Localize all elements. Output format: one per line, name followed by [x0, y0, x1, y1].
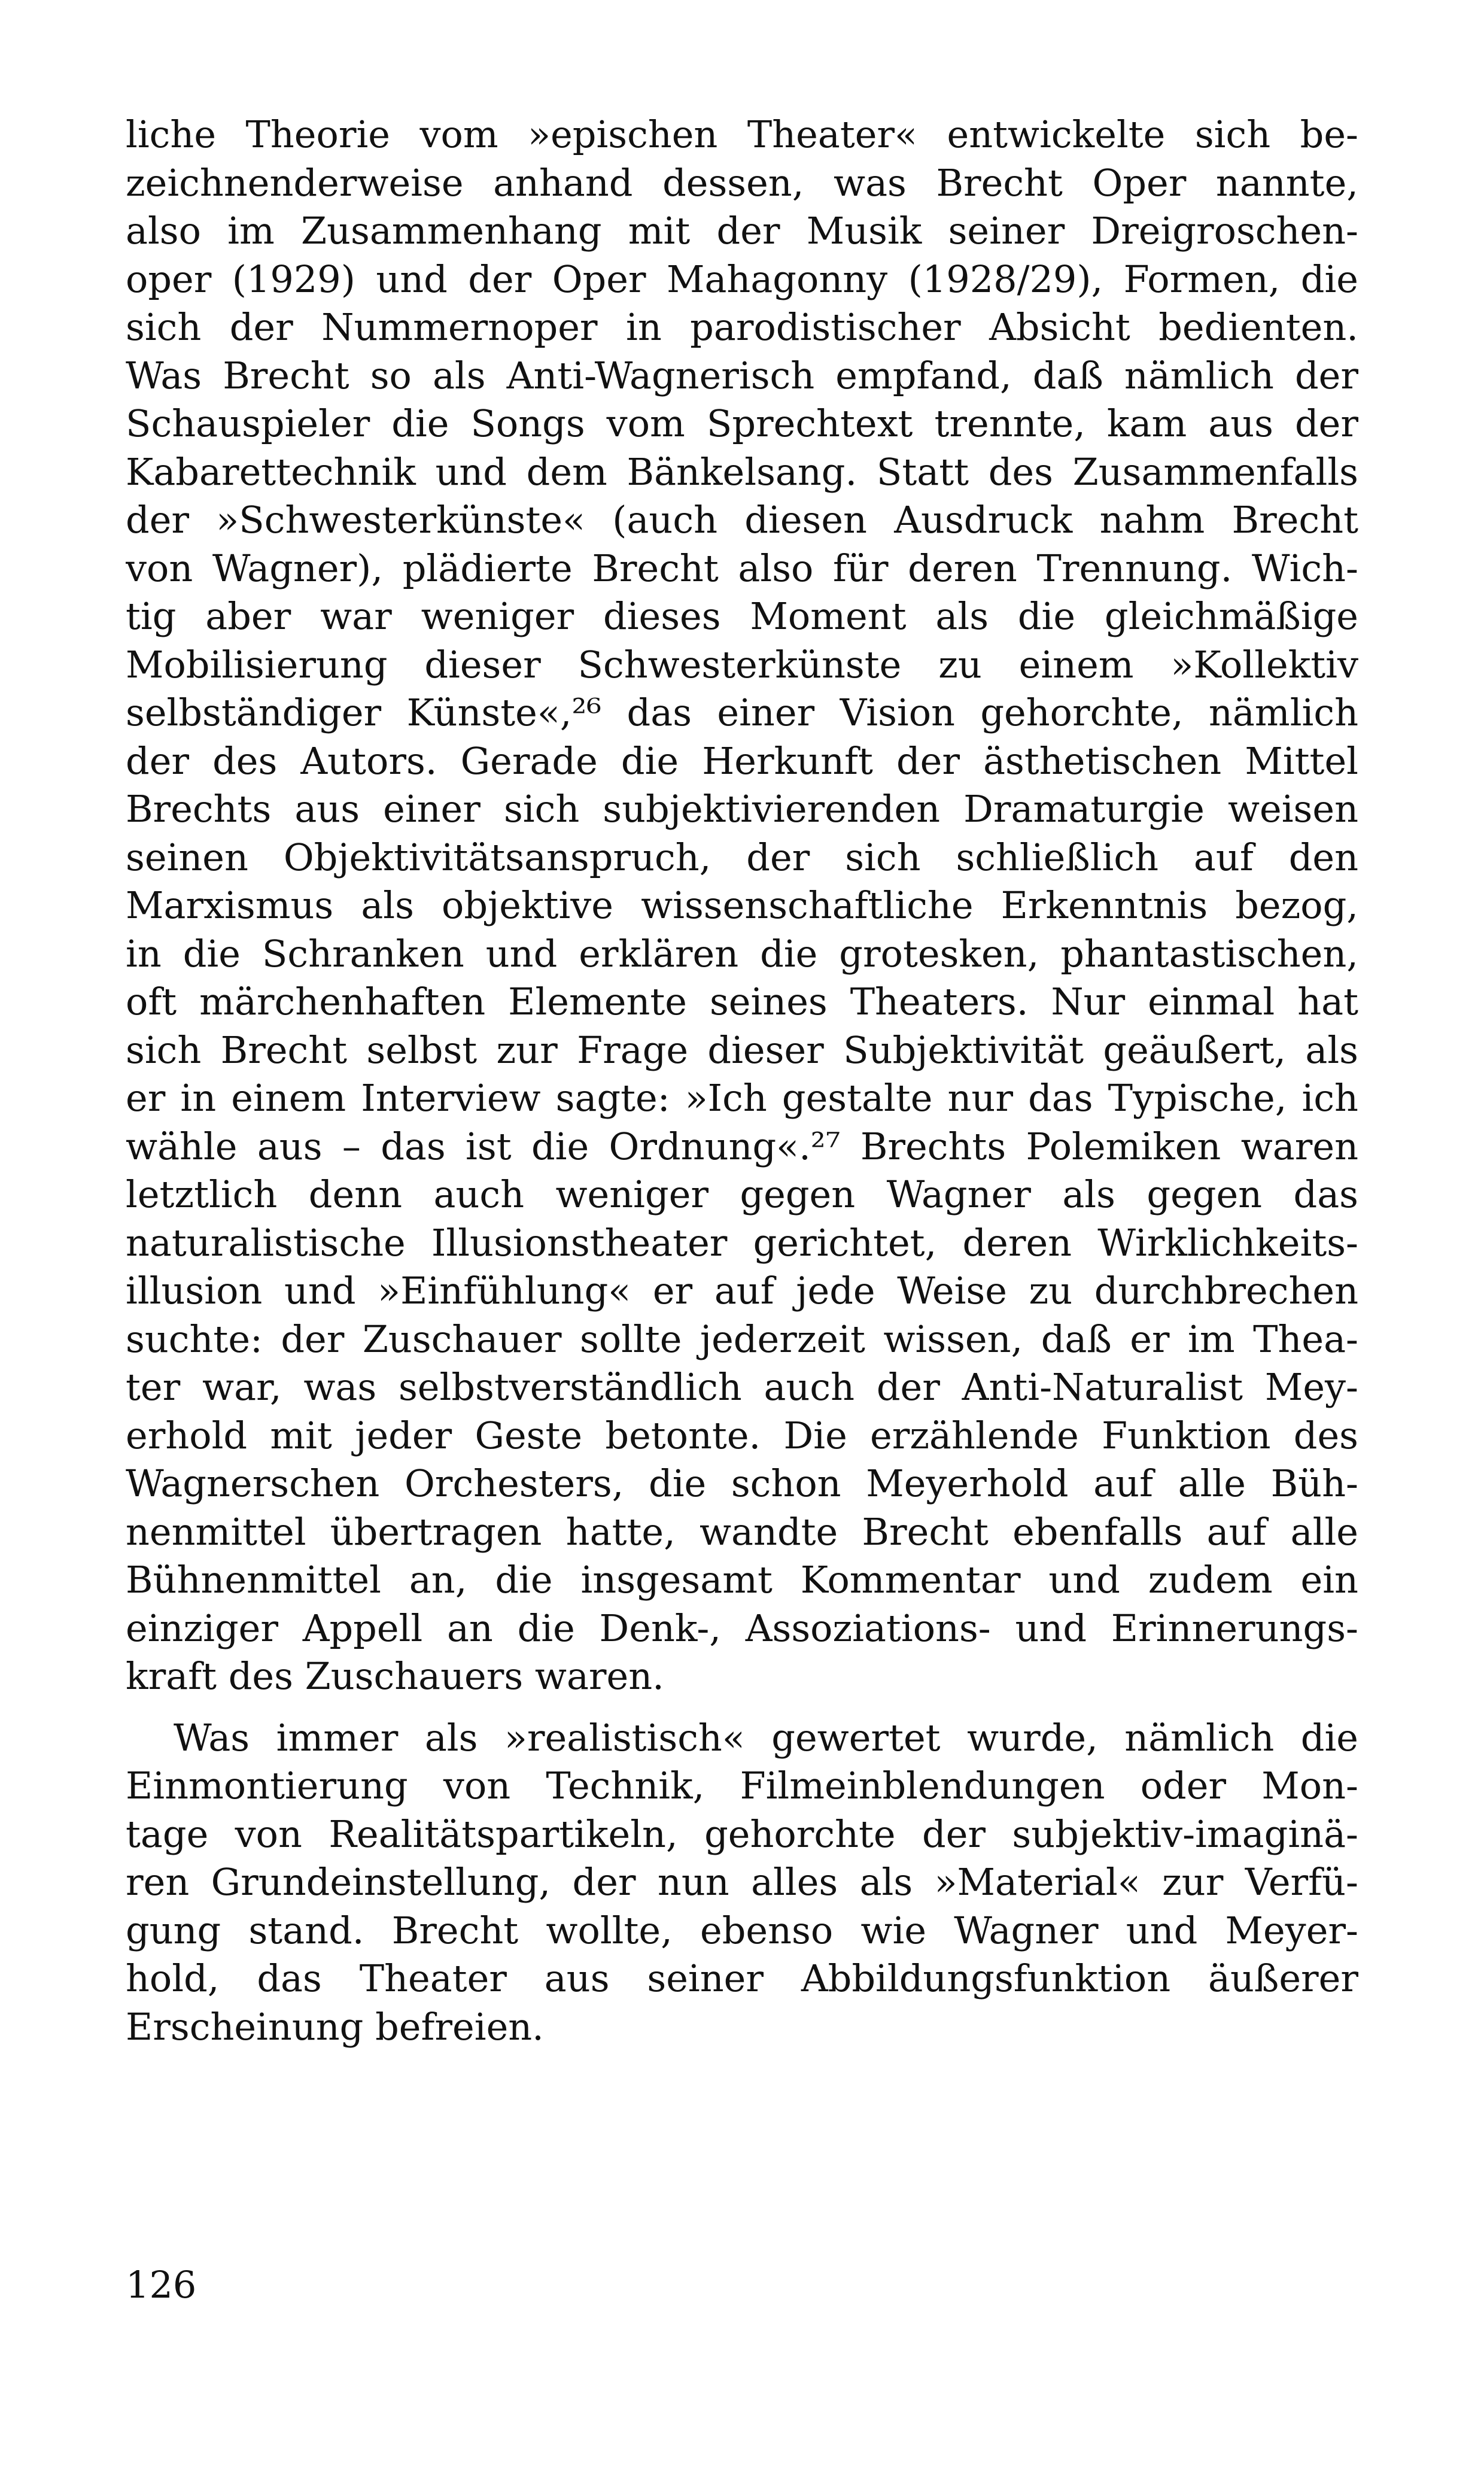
text-line: ren Grundeinstellung, der nun alles als »Material« zur Verfü-	[126, 1860, 1358, 1904]
text-line: also im Zusammenhang mit der Musik seiner Dreigroschen-	[126, 209, 1358, 253]
text-line: von Wagner), plädierte Brecht also für deren Trennung. Wich-	[126, 546, 1358, 590]
text-line: Mobilisierung dieser Schwesterkünste zu einem »Kollektiv	[126, 642, 1358, 686]
text-line: oft märchenhaften Elemente seines Theaters. Nur einmal hat	[126, 980, 1358, 1023]
text-line: Wagnerschen Orchesters, die schon Meyerhold auf alle Büh-	[126, 1462, 1358, 1505]
paragraph-gap	[126, 1701, 1358, 1714]
text-line: Kabarettechnik und dem Bänkelsang. Statt des Zusammenfalls	[126, 449, 1358, 494]
page-number: 126	[126, 2263, 197, 2307]
text-line: Schauspieler die Songs vom Sprechtext trennte, kam aus der	[126, 402, 1358, 445]
text-line: Einmontierung von Technik, Filmeinblendungen oder Mon-	[126, 1764, 1358, 1807]
text-line: seinen Objektivitätsanspruch, der sich schließlich auf den	[126, 835, 1358, 879]
text-line: tig aber war weniger dieses Moment als die gleichmäßige	[126, 594, 1358, 638]
text-line: der des Autors. Gerade die Herkunft der ästhetischen Mittel	[126, 739, 1358, 783]
text-line: liche Theorie vom »epischen Theater« entwickelte sich be-	[126, 113, 1358, 156]
text-line: ter war, was selbstverständlich auch der Anti-Naturalist Mey-	[126, 1365, 1358, 1409]
text-line: gung stand. Brecht wollte, ebenso wie Wagner und Meyer-	[126, 1908, 1358, 1952]
text-line: letztlich denn auch weniger gegen Wagner als gegen das	[126, 1172, 1358, 1216]
text-line: suchte: der Zuschauer sollte jederzeit wissen, daß er im Thea-	[126, 1317, 1358, 1361]
text-line: hold, das Theater aus seiner Abbildungsfunktion äußerer	[126, 1956, 1358, 2000]
text-line: Brechts aus einer sich subjektivierenden Dramaturgie weisen	[126, 787, 1358, 831]
text-line: erhold mit jeder Geste betonte. Die erzählende Funktion des	[126, 1413, 1358, 1457]
text-line: wähle aus – das ist die Ordnung«.²⁷ Brechts Polemiken waren	[126, 1124, 1358, 1168]
text-line: kraft des Zuschauers waren.	[126, 1654, 664, 1698]
text-line: der »Schwesterkünste« (auch diesen Ausdruck nahm Brecht	[126, 498, 1358, 542]
text-line: Marxismus als objektive wissenschaftliche Erkenntnis bezog,	[126, 883, 1358, 927]
text-line: sich Brecht selbst zur Frage dieser Subjektivität geäußert, als	[126, 1028, 1358, 1072]
text-line: Was immer als »realistisch« gewertet wurde, nämlich die	[174, 1715, 1358, 1760]
text-line: tage von Realitätspartikeln, gehorchte der subjektiv-imaginä-	[126, 1812, 1358, 1856]
text-line: Erscheinung befreien.	[126, 2004, 544, 2049]
body-text	[126, 111, 1358, 2051]
text-line: er in einem Interview sagte: »Ich gestalte nur das Typische, ich	[126, 1076, 1358, 1120]
text-line: naturalistische Illusionstheater gerichtet, deren Wirklichkeits-	[126, 1220, 1358, 1265]
text-line: einziger Appell an die Denk-, Assoziations- und Erinnerungs-	[126, 1606, 1358, 1650]
text-line: sich der Nummernoper in parodistischer Absicht bedienten.	[126, 305, 1358, 349]
text-line: zeichnenderweise anhand dessen, was Brecht Oper nannte,	[126, 160, 1358, 205]
text-line: selbständiger Künste«,²⁶ das einer Vision gehorchte, nämlich	[126, 691, 1358, 734]
text-line: nenmittel übertragen hatte, wandte Brecht ebenfalls auf alle	[126, 1509, 1358, 1554]
text-line: oper (1929) und der Oper Mahagonny (1928/29), Formen, die	[126, 257, 1358, 301]
text-line: Was Brecht so als Anti-Wagnerisch empfand, daß nämlich der	[126, 353, 1358, 397]
text-line: in die Schranken und erklären die grotesken, phantastischen,	[126, 931, 1358, 976]
text-line: Bühnenmittel an, die insgesamt Kommentar und zudem ein	[126, 1558, 1358, 1602]
text-line: illusion und »Einfühlung« er auf jede Weise zu durchbrechen	[126, 1269, 1358, 1313]
